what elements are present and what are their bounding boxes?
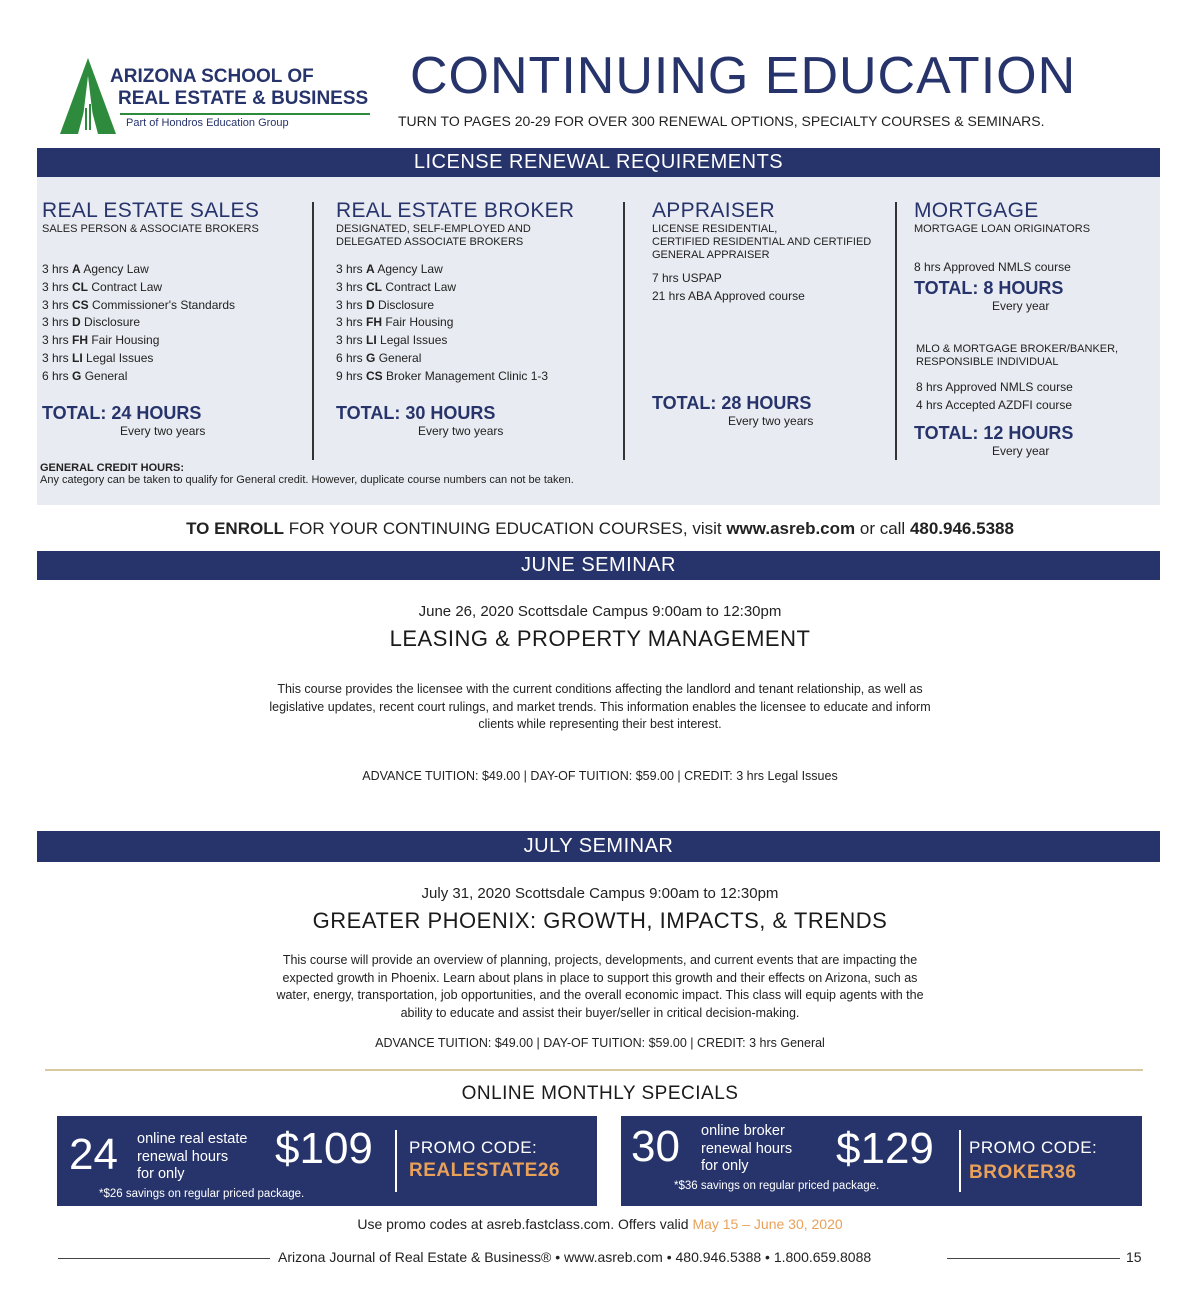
list-item: 3 hrs D Disclosure [336,297,435,312]
mortgage-title: MORTGAGE [914,199,1039,222]
list-item: 3 hrs LI Legal Issues [336,333,448,348]
promo-description: online broker renewal hours for only [701,1123,793,1174]
broker-title: REAL ESTATE BROKER [336,199,575,222]
list-item: 3 hrs FH Fair Housing [336,315,454,330]
sales-frequency: Every two years [120,423,206,438]
promo-hours: 30 [631,1122,680,1171]
promo-savings-note: *$26 savings on regular priced package. [99,1188,305,1200]
column-divider [623,202,625,460]
june-seminar-description: This course provides the licensee with the current conditions affecting the landlord and tenant relationship, as well as legislative updates, recent court rulings, and market trends. This information enables the licensee to educate and inform clients while representing their best interest. [269,682,931,731]
phone-number[interactable]: 480.946.5388 [909,519,1014,538]
general-credit-note [40,462,574,486]
list-item: 8 hrs Approved NMLS course [916,379,1073,394]
logo-rule [120,113,370,115]
footer-rule-right [947,1258,1120,1259]
enroll-text: FOR YOUR CONTINUING EDUCATION COURSES, visit [283,519,727,538]
promo-code: REALESTATE26 [409,1160,560,1181]
broker-course-list [336,262,574,387]
list-item: 7 hrs USPAP [652,271,722,285]
mortgage-frequency-1: Every year [992,298,1050,313]
promo-card-broker [621,1116,1142,1206]
list-item: 3 hrs CL Contract Law [336,279,457,294]
promo-divider [395,1130,397,1192]
promo-divider [959,1130,961,1192]
appraiser-subtitle-1: LICENSE RESIDENTIAL, [652,223,778,235]
promo-price: $109 [275,1124,373,1173]
promo-usage-text: Use promo codes at asreb.fastclass.com. Offers valid [357,1216,693,1232]
list-item: 8 hrs Approved NMLS course [914,260,1071,274]
website-link[interactable]: www.asreb.com [726,519,856,538]
page-footer [0,1249,1200,1269]
list-item: 21 hrs ABA Approved course [652,288,805,303]
sales-column [42,199,259,438]
mortgage-frequency-2: Every year [992,444,1050,459]
general-credit-heading: GENERAL CREDIT HOURS: [40,462,185,474]
promo-usage-note [0,1216,1200,1232]
mortgage-total-2: TOTAL: 12 HOURS [914,423,1074,444]
july-seminar-bar: JULY SEMINAR [37,831,1160,862]
column-divider [895,202,897,460]
mountain-logo-icon [58,56,118,136]
mlo-subtitle-2: RESPONSIBLE INDIVIDUAL [916,355,1059,368]
july-seminar-description: This course will provide an overview of planning, projects, developments, and current events that are impacting the expected growth in Phoenix. Learn about plans in place to support this growth and their effects on Arizona, such as water, energy, transportation, job opportunities, and the overall economic impact. This class will equip agents with the ability to educate and assist their buyer/seller in critical decision-making. [276,953,924,1020]
appraiser-subtitle-2: CERTIFIED RESIDENTIAL AND CERTIFIED [652,236,872,248]
sales-course-list [42,262,259,387]
general-credit-text: Any category can be taken to qualify for General credit. However, duplicate course numbers can not be taken. [40,474,574,486]
list-item: 4 hrs Accepted AZDFI course [916,397,1073,412]
june-seminar-title: LEASING & PROPERTY MANAGEMENT [389,626,811,651]
broker-subtitle-1: DESIGNATED, SELF-EMPLOYED AND [336,223,531,235]
sales-title: REAL ESTATE SALES [42,199,260,222]
mlo-subtitle-1: MLO & MORTGAGE BROKER/BANKER, [916,342,1119,355]
footer-rule-left [58,1258,270,1259]
list-item: 3 hrs D Disclosure [42,315,141,330]
list-item: 3 hrs A Agency Law [336,262,443,276]
page-subtitle: TURN TO PAGES 20-29 FOR OVER 300 RENEWAL OPTIONS, SPECIALTY COURSES & SEMINARS. [398,113,1045,129]
mortgage-course-list [914,260,1118,278]
promo-hours: 24 [69,1130,118,1179]
mortgage-column [914,199,1118,458]
offer-valid-dates: May 15 – June 30, 2020 [692,1216,843,1232]
list-item: 3 hrs FH Fair Housing [42,333,160,348]
broker-column [336,199,574,438]
mortgage-total-1: TOTAL: 8 HOURS [914,277,1064,298]
appraiser-frequency: Every two years [728,413,814,428]
logo-tagline: Part of Hondros Education Group [126,117,289,129]
enroll-bold: TO ENROLL [186,519,284,538]
list-item: 9 hrs CS Broker Management Clinic 1-3 [336,368,549,383]
logo-line-2: REAL ESTATE & BUSINESS [118,88,369,109]
promo-price: $129 [836,1124,934,1173]
june-seminar-tuition: ADVANCE TUITION: $49.00 | DAY-OF TUITION: $59.00 | CREDIT: 3 hrs Legal Issues [362,769,838,783]
school-logo [58,56,378,138]
promo-code: BROKER36 [969,1162,1077,1183]
online-specials-title: ONLINE MONTHLY SPECIALS [461,1083,739,1104]
promo-code-label: PROMO CODE: [969,1138,1098,1157]
mlo-course-list [916,380,1118,416]
list-item: 6 hrs G General [42,368,128,383]
appraiser-title: APPRAISER [652,199,775,222]
promo-card-real-estate [57,1116,597,1206]
column-divider [312,202,314,460]
july-seminar-date: July 31, 2020 Scottsdale Campus 9:00am to 12:30pm [421,885,779,902]
page-title: CONTINUING EDUCATION [410,47,1077,105]
divider [45,1069,1143,1071]
mortgage-subtitle: MORTGAGE LOAN ORIGINATORS [914,223,1091,235]
july-seminar-title: GREATER PHOENIX: GROWTH, IMPACTS, & TRENDS [312,908,888,933]
enroll-line [0,519,1200,539]
footer-text: Arizona Journal of Real Estate & Business® • www.asreb.com • 480.946.5388 • 1.800.659.8088 [278,1249,872,1265]
logo-line-1: ARIZONA SCHOOL OF [110,66,314,87]
broker-frequency: Every two years [418,423,504,438]
promo-savings-note: *$36 savings on regular priced package. [674,1180,880,1192]
list-item: 3 hrs A Agency Law [42,262,149,276]
enroll-or: or call [855,519,910,538]
appraiser-column [652,199,871,428]
page-number: 15 [1126,1249,1142,1265]
appraiser-total: TOTAL: 28 HOURS [652,392,812,413]
list-item: 3 hrs CS Commissioner's Standards [42,297,236,312]
appraiser-subtitle-3: GENERAL APPRAISER [652,249,770,261]
june-seminar-date: June 26, 2020 Scottsdale Campus 9:00am to 12:30pm [418,603,782,620]
license-renewal-bar: LICENSE RENEWAL REQUIREMENTS [37,148,1160,177]
promo-description: online real estate renewal hours for only [137,1131,248,1182]
promo-code-label: PROMO CODE: [409,1138,538,1157]
broker-total: TOTAL: 30 HOURS [336,402,496,423]
sales-total: TOTAL: 24 HOURS [42,402,202,423]
sales-subtitle: SALES PERSON & ASSOCIATE BROKERS [42,223,259,235]
requirements-panel [37,177,1160,505]
list-item: 3 hrs CL Contract Law [42,279,163,294]
june-seminar-bar: JUNE SEMINAR [37,551,1160,580]
july-seminar-tuition: ADVANCE TUITION: $49.00 | DAY-OF TUITION: $59.00 | CREDIT: 3 hrs General [375,1036,825,1050]
broker-subtitle-2: DELEGATED ASSOCIATE BROKERS [336,236,524,248]
list-item: 3 hrs LI Legal Issues [42,350,154,365]
appraiser-course-list [652,271,871,307]
list-item: 6 hrs G General [336,350,422,365]
